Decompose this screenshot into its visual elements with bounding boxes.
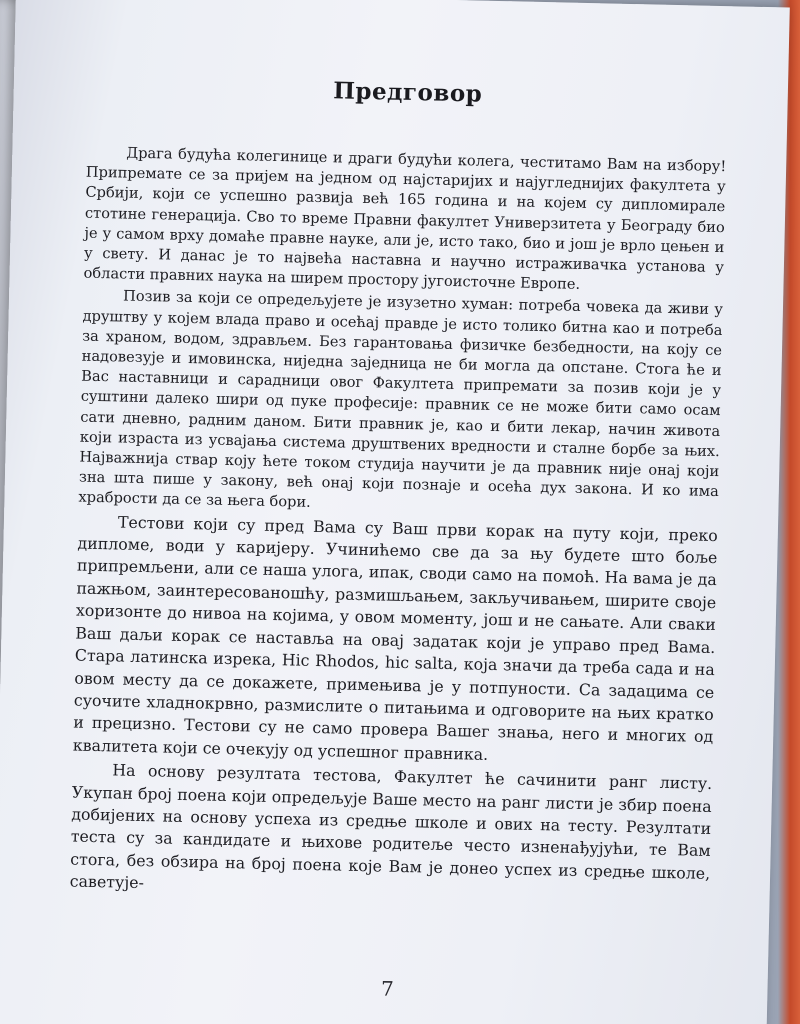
page-number: 7: [380, 976, 395, 1001]
paragraph-4: На основу резултата тестова, Факултет ће сачинити ранг листу. Укупан број поена који опредељује Ваше место на ранг листи је збир поена добијених на основу успеха из средње школе и ових на тесту. Резултати теста су за кандидате и њихове родитеље често изненађујући, те Вам стога, без обзира на број поена које Вам је донео успех из средње школе, саветује-: [69, 760, 713, 893]
paragraph-2: Позив за који се опредељујете је изузетно хуман: потреба човека да живи у друштву у којем влада право и осећај правде је исто толико битна као и потреба за храном, водом, здрављем. Без гарантовања физичке безбедности, на коју се надовезује и имовинска, ниједна заједница не би могла да опстане. Стога ће и Вас наставници и сарадници овог Факултета припремати за позив који је у суштини далеко шири од пуке професије: правник се не може бити само осам сати дневно, радним даном. Бити правник је, као и бити лекар, начин живота који израста из усвајања система друштвених вредности и сталне борбе за њих. Најважнија ствар коју ћете током студија научити је да правник није онај који зна шта пише у закону, већ онај који познаје и осећа дух закона. И ко има храбрости да се за њега бори.: [78, 287, 724, 512]
page-title: Предговор: [332, 77, 483, 108]
page-content: [69, 72, 728, 1001]
paragraph-3: Тестови који су пред Вама су Ваш први корак на путу који, преко дипломе, води у каријеру. Учинићемо све да за њу будете што боље припремљени, али се наша улога, ипак, своди само на помоћ. На вама је да пажњом, заинтересованошћу, размишљањем, закључивањем, ширите своје хоризонте до нивоа на којима, у овом моменту, још и не сањате. Али сваки Ваш даљи корак се наставља на овај задатак који је управо пред Вама. Стара латинска изрека, Hic Rhodos, hic salta, која значи да треба сада и на овом месту да се докажете, примењива је у потпуности. Са задацима се суочите хладнокрвно, размислите о питањима и одговорите на њих кратко и прецизно. Тестови су не само провера Вашег знања, него и многих од квалитета који се очекују од успешног правника.: [72, 512, 719, 764]
paragraph-1: Драга будућа колегинице и драги будући колега, честитамо Вам на избору! Припремате се за пријем на једном од најстаријих и најугледнијих факултета у Србији, који се успешно развија већ 165 година и на којем су дипломирале стотине генерација. Сво то време Правни факултет Универзитета у Београду био је у самом врху домаће правне науке, али је, исто тако, био и још је врло цењен и у свету. И данас је то највећа наставна и научно истраживачка установа у области правних наука на ширем простору југоисточне Европе.: [83, 144, 727, 294]
